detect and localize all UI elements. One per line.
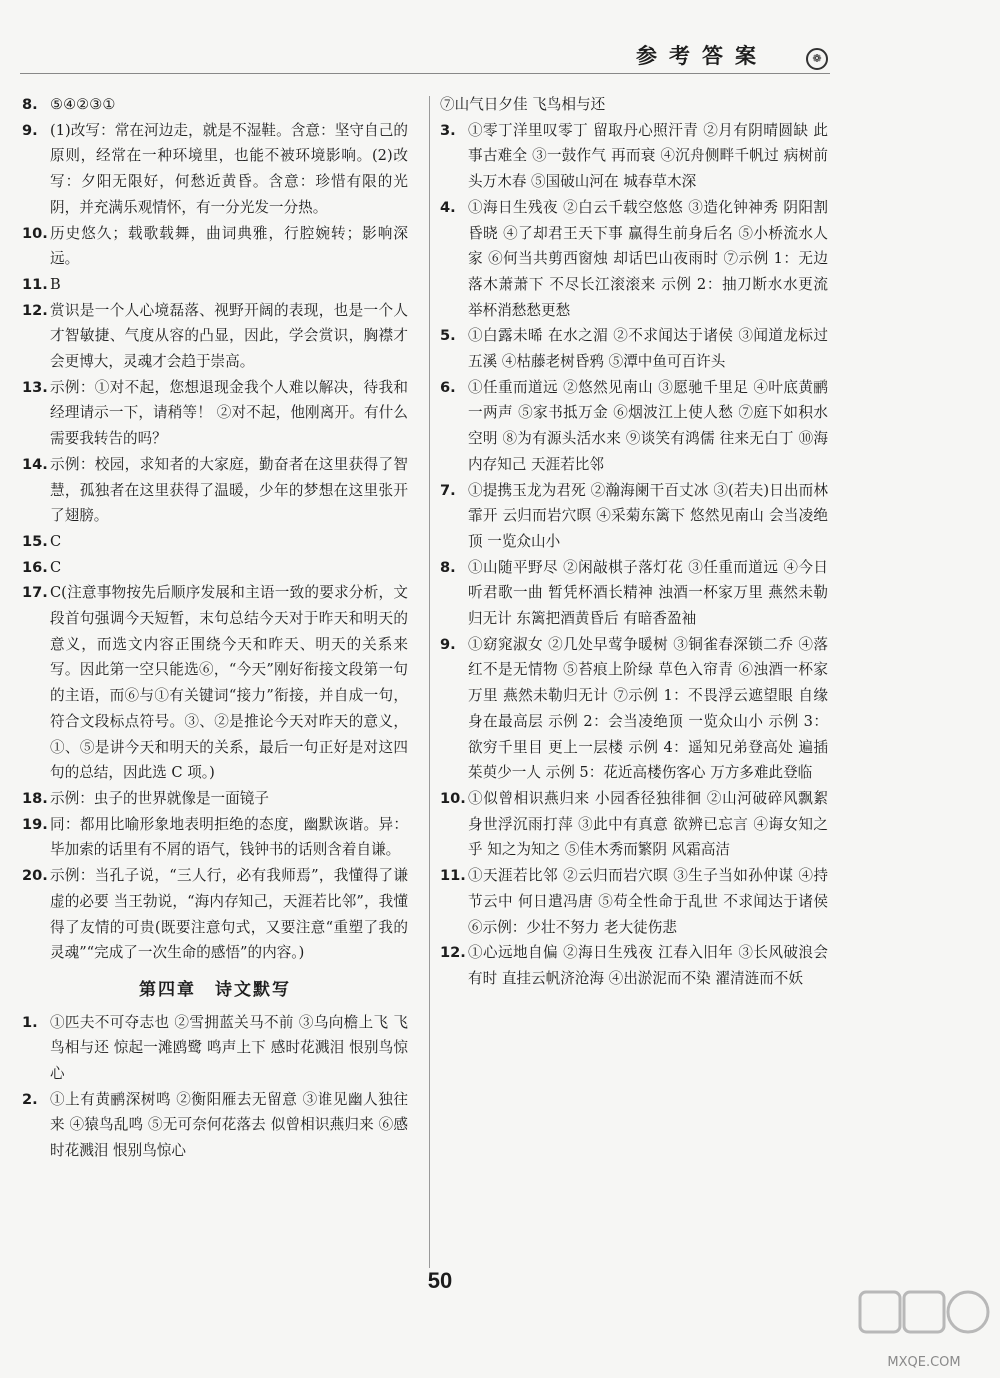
answer-number: 5. — [440, 327, 456, 345]
answer-text: B — [50, 275, 61, 293]
answer-item — [440, 632, 828, 786]
chapter-answer-list — [22, 1010, 408, 1164]
answer-item — [440, 555, 828, 632]
answer-item — [440, 118, 828, 195]
answer-text: ①海日生残夜 ②白云千载空悠悠 ③造化钟神秀 阴阳割昏晓 ④了却君王天下事 赢得生前身后名 ⑤小桥流水人家 ⑥何当共剪西窗烛 却话巴山夜雨时 ⑦示例 1：无边落木萧萧下 不尽长江滚滚来 示例 2：抽刀断水水更流 举杯消愁愁更愁 — [468, 198, 833, 319]
answer-item — [440, 786, 833, 863]
answer-text: (1)改写：常在河边走，就是不湿鞋。含意：坚守自己的原则，经常在一种环境里，也能不被环境影响。(2)改写：夕阳无限好，何愁近黄昏。含意：珍惜有限的光阴，并充满乐观情怀，有一分光发一分热。 — [50, 121, 408, 216]
left-column — [22, 92, 408, 1164]
column-divider — [429, 96, 430, 1268]
answer-text: 示例：虫子的世界就像是一面镜子 — [50, 789, 269, 807]
answer-item — [440, 940, 828, 991]
answer-number: 10. — [22, 224, 48, 242]
header-divider — [20, 73, 830, 74]
answer-number: 7. — [440, 481, 456, 499]
answer-text: ①零丁洋里叹零丁 留取丹心照汗青 ②月有阴晴圆缺 此事古难全 ③一鼓作气 再而衰 ④沉舟侧畔千帆过 病树前头万木春 ⑤国破山河在 城春草木深 — [468, 121, 828, 191]
answer-item — [22, 555, 408, 581]
answer-item — [440, 375, 828, 478]
chapter-title: 第四章 诗文默写 — [139, 979, 291, 1000]
answer-item — [22, 118, 408, 221]
answer-text: ①提携玉龙为君死 ②瀚海阑干百丈冰 ③(若夫)日出而林霏开 云归而岩穴暝 ④采菊东篱下 悠然见南山 会当凌绝顶 一览众山小 — [468, 481, 828, 550]
answer-number: 10. — [440, 789, 466, 807]
answer-text: C(注意事物按先后顺序发展和主语一致的要求分析，文段首句强调今天短暂，末句总结今天对于昨天和明天的意义，而选文内容正围绕今天和昨天、明天的关系来写。因此第一空只能选⑥，“今天”刚好衔接文段第一句的主语，而⑥与①有关键词“接力”衔接，并自成一句，符合文段标点符号。③、②是推论今天对昨天的意义，①、⑤是讲今天和明天的关系，最后一句正好是对这四句的总结，因此选 C 项。) — [50, 584, 408, 782]
answer-item — [22, 580, 408, 786]
answer-item — [22, 92, 408, 118]
answer-text: ①天涯若比邻 ②云归而岩穴暝 ③生子当如孙仲谋 ④持节云中 何日遣冯唐 ⑤苟全性命于乱世 不求闻达于诸侯 ⑥示例：少壮不努力 老大徒伤悲 — [468, 867, 833, 936]
answer-text: ①上有黄鹂深树鸣 ②衡阳雁去无留意 ③谁见幽人独往来 ④猿鸟乱鸣 ⑤无可奈何花落去 似曾相识燕归来 ⑥感时花溅泪 恨别鸟惊心 — [50, 1090, 408, 1160]
answer-item — [22, 863, 408, 966]
answer-text: ⑤④②③① — [50, 96, 116, 113]
answer-number: 4. — [440, 198, 456, 216]
answer-number: 12. — [22, 301, 48, 319]
answer-item — [22, 786, 408, 812]
answer-text: C — [50, 558, 62, 576]
answer-number: 17. — [22, 584, 48, 602]
right-intro-text: ⑦山气日夕佳 飞鸟相与还 — [440, 96, 606, 113]
watermark-logo — [854, 1282, 994, 1372]
answer-item — [22, 298, 408, 375]
answer-number: 18. — [22, 789, 48, 807]
answer-number: 11. — [440, 867, 466, 885]
page-number: 50 — [427, 1268, 453, 1293]
answer-number: 11. — [22, 275, 48, 293]
answer-number: 16. — [22, 558, 48, 576]
watermark-url: MXQE.COM — [887, 1355, 961, 1370]
answer-number: 2. — [22, 1090, 38, 1108]
answer-text: ①匹夫不可夺志也 ②雪拥蓝关马不前 ③乌向檐上飞 飞鸟相与还 惊起一滩鸥鹭 鸣声上下 感时花溅泪 恨别鸟惊心 — [50, 1013, 408, 1083]
answer-number: 8. — [22, 96, 38, 113]
right-intro-line — [440, 92, 828, 118]
answer-text: C — [50, 532, 62, 550]
answer-text: 示例：①对不起，您想退现金我个人难以解决，待我和经理请示一下，请稍等！ ②对不起，他刚离开。有什么需要我转告的吗？ — [50, 378, 408, 448]
answer-text: ①白露未晞 在水之湄 ②不求闻达于诸侯 ③闻道龙标过五溪 ④枯藤老树昏鸦 ⑤潭中鱼可百许头 — [468, 327, 828, 371]
answer-text: 历史悠久；载歌载舞，曲词典雅，行腔婉转；影响深远。 — [50, 224, 408, 268]
answer-number: 15. — [22, 532, 48, 550]
answer-item — [22, 812, 408, 863]
answer-item — [22, 272, 408, 298]
answer-item — [440, 863, 833, 940]
bookmark-icon: ❁ — [806, 48, 828, 70]
watermark-logo-icon — [854, 1282, 994, 1354]
answer-text: 同：都用比喻形象地表明拒绝的态度，幽默诙谐。异：毕加索的话里有不屑的语气，钱钟书的话则含着自谦。 — [50, 815, 408, 859]
answer-number: 19. — [22, 815, 48, 833]
answer-item — [22, 1010, 408, 1087]
answer-text: 示例：校园，求知者的大家庭，勤奋者在这里获得了智慧，孤独者在这里获得了温暖，少年的梦想在这里张开了翅膀。 — [50, 455, 408, 525]
answer-item — [440, 478, 828, 555]
answer-number: 13. — [22, 378, 48, 396]
answer-number: 6. — [440, 378, 456, 396]
answer-text: ①似曾相识燕归来 小园香径独徘徊 ②山河破碎风飘絮 身世浮沉雨打萍 ③此中有真意 欲辨已忘言 ④诲女知之乎 知之为知之 ⑤佳木秀而繁阴 风霜高洁 — [468, 789, 833, 859]
answer-item — [22, 1087, 408, 1164]
answer-number: 9. — [440, 635, 456, 653]
answer-item — [22, 529, 408, 555]
answer-text: ①山随平野尽 ②闲敲棋子落灯花 ③任重而道远 ④今日听君歌一曲 暂凭杯酒长精神 浊酒一杯家万里 燕然未勒归无计 东篱把酒黄昏后 有暗香盈袖 — [468, 558, 828, 628]
answer-item — [440, 323, 828, 374]
left-answer-list — [22, 92, 408, 966]
answer-item — [22, 375, 408, 452]
answer-number: 1. — [22, 1013, 38, 1031]
answer-item — [22, 221, 408, 272]
answer-text: 示例：当孔子说，“三人行，必有我师焉”，我懂得了谦虚的必要 当王勃说，“海内存知己，天涯若比邻”，我懂得了友情的可贵(既要注意句式，又要注意“重塑了我的灵魂”“完成了一次生命的感悟”的内容。) — [50, 867, 408, 962]
answer-number: 8. — [440, 558, 456, 576]
answer-number: 9. — [22, 121, 38, 139]
answer-text: ①心远地自偏 ②海日生残夜 江春入旧年 ③长风破浪会有时 直挂云帆济沧海 ④出淤泥而不染 濯清涟而不妖 — [468, 944, 828, 987]
page-header-title: 参考答案 — [636, 44, 768, 68]
answer-text: 赏识是一个人心境磊落、视野开阔的表现，也是一个人才智敏捷、气度从容的凸显，因此，学会赏识，胸襟才会更博大，灵魂才会趋于崇高。 — [50, 301, 408, 371]
answer-item — [440, 195, 833, 324]
answer-number: 3. — [440, 121, 456, 139]
right-column — [440, 92, 833, 992]
answer-text: ①窈窕淑女 ②几处早莺争暖树 ③铜雀春深锁二乔 ④落红不是无情物 ⑤苔痕上阶绿 草色入帘青 ⑥浊酒一杯家万里 燕然未勒归无计 ⑦示例 1：不畏浮云遮望眼 自缘身在最高层 示例 2：会当凌绝顶 一览众山小 示例 3：欲穷千里目 更上一层楼 示例 4：遥知兄弟登高处 遍插茱萸少一人 示例 5：花近高楼伤客心 万方多难此登临 — [468, 635, 828, 782]
answer-number: 12. — [440, 944, 466, 962]
right-answer-list — [440, 118, 833, 992]
answer-text: ①任重而道远 ②悠然见南山 ③愿驰千里足 ④叶底黄鹂一两声 ⑤家书抵万金 ⑥烟波江上使人愁 ⑦庭下如积水空明 ⑧为有源头活水来 ⑨谈笑有鸿儒 往来无白丁 ⑩海内存知己 天涯若比邻 — [468, 378, 828, 473]
answer-number: 20. — [22, 867, 48, 885]
answer-number: 14. — [22, 455, 48, 473]
answer-item — [22, 452, 408, 529]
